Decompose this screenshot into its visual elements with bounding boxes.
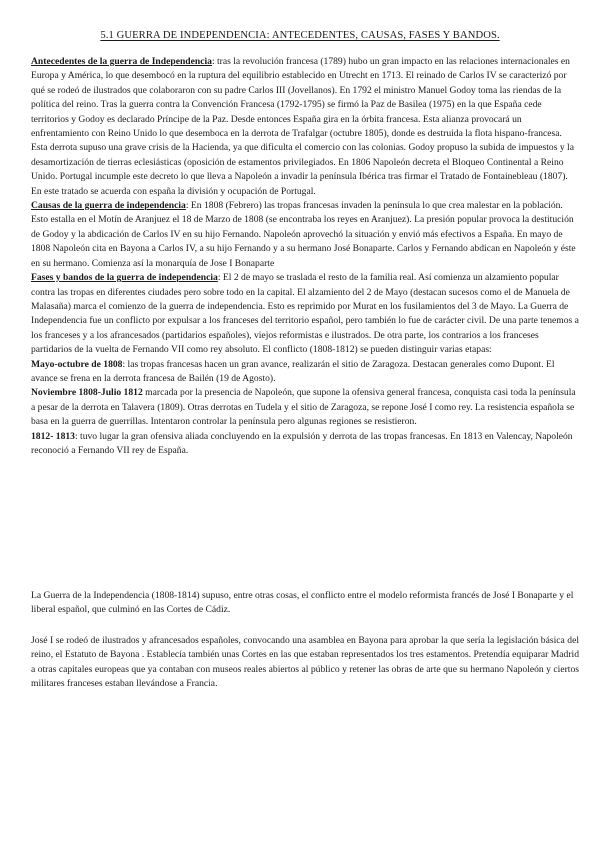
text-fases: : El 2 de mayo se traslada el resto de la familia real. Así comienza un alzamiento popular contra las tropas en diferentes ciudades pero sobre todo en la capital. El alzamiento del 2 de Mayo (destacan sucesos como el de Manuela de Malasaña) marca el comienzo de la guerra de independencia. Esto es reprimido por Murat en los fusilamientos del 3 de Mayo. La Guerra de Independencia fue un conflicto por expulsar a los franceses del territorio español, pero también lo fue de carácter civil. De una parte tenemos a los franceses y a los afrancesados (partidarios españoles), viejos reformistas e ilustrados. De otra parte, los contrarios a los franceses partidarios de la vuelta de Fernando VII como rey absoluto. El conflicto (1808-1812) se pueden distinguir varias etapas: [31,272,579,356]
heading-etapa-3: 1812- 1813 [31,430,75,442]
text-etapa-2: marcada por la presencia de Napoleón, que supone la ofensiva general francesa, conquista casi toda la península a pesar de la derrota en Talavera (1809). Otras derrotas en Tudela y el sitio de Zaragoza, se repone José I como rey. La resistencia española se basa en la guerra de guerrillas. Intentaron controlar la península pero algunas regiones se resistieron. [31,387,576,428]
heading-etapa-1: Mayo-octubre de 1808 [31,358,123,370]
conclusion-block-1 [31,589,579,618]
paragraph-etapa-2 [31,386,579,429]
conclusion-block-2 [31,634,579,692]
text-causas: : En 1808 (Febrero) las tropas francesas invaden la península lo que crea malestar en la población. Esto estalla en el Motín de Aranjuez el 18 de Marzo de 1808 (se encontraba los reyes en Aranjuez). La presión popular provoca la destitución de Godoy y la abdicación de Carlos IV en su hijo Fernando. Napoleón aprovechó la situación y envió más efectivos a España. En mayo de 1808 Napoleón cita en Bayona a Carlos IV, a su hijo Fernando y a su hermano José Bonaparte. Carlos y Fernando abdican en Napoleón y éste en su hermano. Comienza así la monarquía de Jose I Bonaparte [31,200,576,269]
text-etapa-3: : tuvo lugar la gran ofensiva aliada concluyendo en la expulsión y derrota de las tropas francesas. En 1813 en Valencay, Napoleón reconoció a Fernando VII rey de España. [31,430,573,456]
paragraph-etapa-1 [31,358,579,387]
heading-antecedentes: Antecedentes de la guerra de Independencia [31,56,212,67]
paragraph-antecedentes [31,55,579,199]
heading-causas: Causas de la guerra de independencia [31,200,186,212]
page-title: 5.1 GUERRA DE INDEPENDENCIA: ANTECEDENTES, CAUSAS, FASES Y BANDOS. [100,30,500,41]
paragraph-conclusion-1: La Guerra de la Independencia (1808-1814) supuso, entre otras cosas, el conflicto entre el modelo reformista francés de José I Bonaparte y el liberal español, que culminó en las Cortes de Cádiz. [31,590,574,616]
main-text-block [31,55,579,458]
heading-etapa-2: Noviembre 1808-Julio 1812 [31,387,143,399]
paragraph-etapa-3 [31,430,579,459]
paragraph-conclusion-2: José I se rodeó de ilustrados y afrancesados españoles, convocando una asamblea en Bayona para aprobar la que sería la legislación básica del reino, el Estatuto de Bayona . Establecía también unas Cortes en las que estaban representados los tres estamentos. Pretendía equiparar Madrid a otras capitales europeas que ya contaban con museos reales abiertos al público y retener las obras de arte que su hermano Napoleón y ciertos militares franceses estaban llevándose a Francia. [31,635,580,690]
text-etapa-1: : las tropas francesas hacen un gran avance, realizarán el sitio de Zaragoza. Destacan generales como Dupont. El avance se frena en la derrota francesa de Bailén (19 de Agosto). [31,358,555,384]
paragraph-fases [31,271,579,357]
text-antecedentes: : tras la revolución francesa (1789) hubo un gran impacto en las relaciones internacionales en Europa y América, lo que desembocó en la ruptura del equilibrio establecido en Utrecht en 1713. El reinado de Carlos IV se caracterizó por qué se rodeó de ilustrados que colaboraron con su padre Carlos III (Jovellanos). En 1792 el ministro Manuel Godoy toma las riendas de la política del reino. Tras la guerra contra la Convención Francesa (1792-1795) se firmó la Paz de Basilea (1975) en la que España cede territorios y Godoy es declarado Príncipe de la Paz. Desde entonces España gira en la órbita francesa. Esta alianza provocará un enfrentamiento con Reino Unido lo que desemboca en la derrota de Trafalgar (octubre 1805), donde es destruida la flota hispano-francesa. Esta derrota supuso una grave crisis de la Hacienda, ya que dificulta el comercio con las colonias. Godoy propuso la subida de impuestos y la desamortización de tierras eclesiásticas (oposición de estamentos privilegiados. En 1806 Napoleón decreta el Bloqueo Continental a Reino Unido. Portugal incumple este decreto lo que lleva a Napoleón a invadir la península Ibérica tras firmar el Tratado de Fontainebleau (1807). En este tratado se acuerda con españa la división y ocupación de Portugal. [31,56,574,197]
heading-fases: Fases y bandos de la guerra de independencia [31,272,218,284]
paragraph-causas [31,199,579,271]
